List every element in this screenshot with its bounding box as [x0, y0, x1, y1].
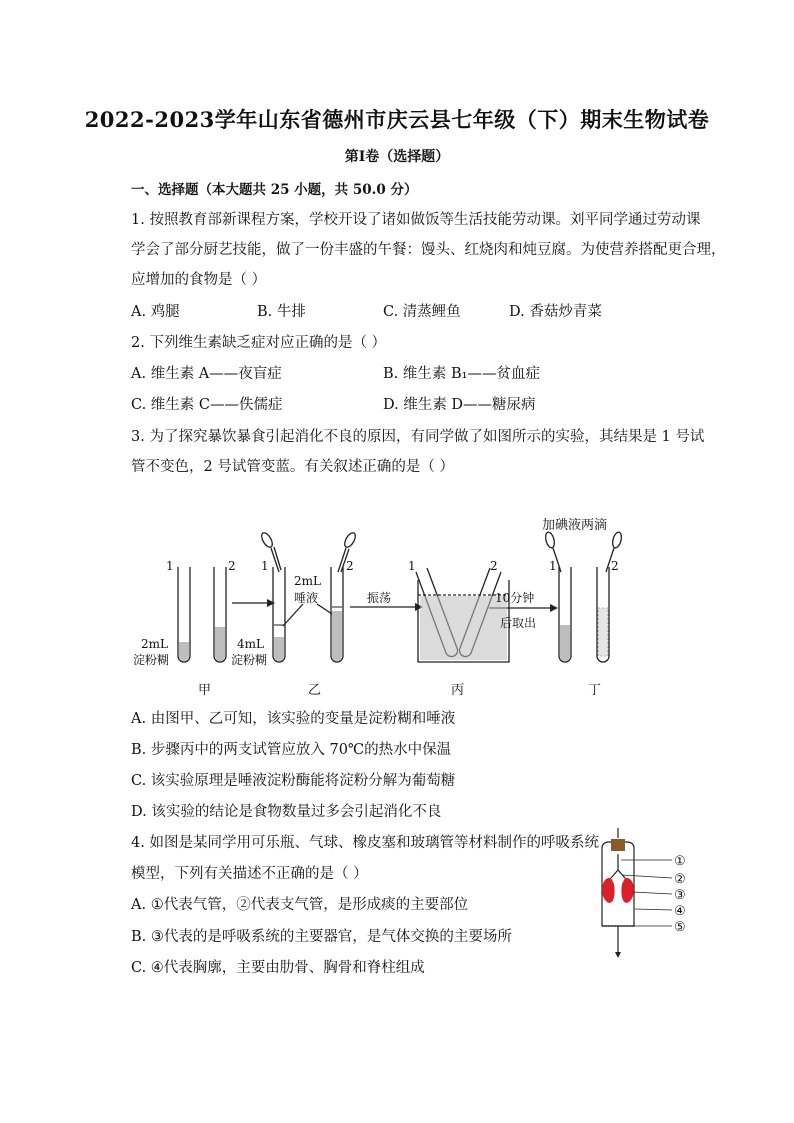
take-out-label: 后取出	[500, 616, 537, 630]
right-balloon-lung	[621, 878, 634, 903]
panel-ding: 丁	[588, 683, 602, 698]
starch-2ml-label: 淀粉糊	[133, 653, 170, 667]
q3-stem-line-2: 管不变色，2 号试管变蓝。有关叙述正确的是（ ）	[131, 459, 454, 475]
jia-tube-1-number: 1	[166, 559, 174, 573]
label-5: ⑤	[674, 920, 686, 935]
starch-4ml-label: 淀粉糊	[231, 653, 268, 667]
q3-option-d: D. 该实验的结论是食物数量过多会引起消化不良	[131, 804, 442, 820]
q3-option-c: C. 该实验原理是唾液淀粉酶能将淀粉分解为葡萄糖	[131, 773, 456, 789]
q2-stem: 2. 下列维生素缺乏症对应正确的是（ ）	[131, 335, 387, 351]
q4-stem-line-2: 模型，下列有关描述不正确的是（ ）	[131, 866, 368, 882]
q4-option-b: B. ③代表的是呼吸系统的主要器官，是气体交换的主要场所	[131, 929, 512, 945]
q3-option-a: A. 由图甲、乙可知，该实验的变量是淀粉糊和唾液	[131, 711, 456, 727]
label-3: ③	[674, 888, 686, 903]
jia-tube-2-number: 2	[228, 559, 236, 573]
iodine-label: 加碘液两滴	[542, 518, 608, 533]
wait-time-label: 10分钟	[495, 591, 535, 605]
q1-stem-line-1: 1. 按照教育部新课程方案，学校开设了诸如做饭等生活技能劳动课。刘平同学通过劳动课	[131, 212, 701, 228]
saliva-label: 唾液	[294, 591, 319, 605]
ding-tube-1-number: 1	[549, 559, 557, 573]
starch-4ml-amount: 4mL	[237, 637, 264, 651]
q4-option-c: C. ④代表胸廓，主要由肋骨、胸骨和脊柱组成	[131, 960, 425, 976]
respiratory-model-figure	[592, 826, 702, 961]
bing-tube-2-number: 2	[490, 559, 498, 573]
section-heading: 一、选择题（本大题共 25 小题，共 50.0 分）	[131, 182, 418, 198]
rubber-stopper	[611, 839, 625, 851]
q2-option-d: D. 维生素 D——糖尿病	[383, 397, 536, 413]
yi-tube-2-number: 2	[346, 559, 354, 573]
panel-yi: 乙	[308, 683, 322, 698]
q1-option-d: D. 香菇炒青菜	[509, 304, 602, 320]
saliva-amount: 2mL	[294, 574, 321, 588]
label-4: ④	[674, 904, 686, 919]
q1-option-b: B. 牛排	[257, 304, 306, 320]
starch-2ml-amount: 2mL	[141, 637, 168, 651]
bing-tube-1-number: 1	[408, 559, 416, 573]
q1-option-c: C. 清蒸鲤鱼	[383, 304, 461, 320]
label-1: ①	[674, 854, 686, 869]
q2-option-b: B. 维生素 B₁——贫血症	[383, 366, 540, 382]
left-balloon-lung	[602, 878, 615, 903]
panel-bing: 丙	[451, 683, 465, 698]
shake-label: 振荡	[367, 591, 392, 605]
yi-tube-1-number: 1	[261, 559, 269, 573]
q1-option-a: A. 鸡腿	[131, 304, 180, 320]
q3-option-b: B. 步骤丙中的两支试管应放入 70℃的热水中保温	[131, 742, 452, 758]
page-title: 2022-2023学年山东省德州市庆云县七年级（下）期末生物试卷	[84, 107, 710, 132]
q2-option-a: A. 维生素 A——夜盲症	[131, 366, 282, 382]
panel-jia: 甲	[198, 683, 212, 698]
q1-stem-line-2: 学会了部分厨艺技能，做了一份丰盛的午餐：馒头、红烧肉和炖豆腐。为使营养搭配更合理，	[131, 242, 726, 258]
ding-tube-2-number: 2	[611, 559, 619, 573]
digestion-experiment-figure	[125, 510, 645, 700]
q2-option-c: C. 维生素 C——佚儒症	[131, 397, 283, 413]
q4-option-a: A. ①代表气管，②代表支气管，是形成痰的主要部位	[131, 897, 469, 913]
part-title: 第Ⅰ卷（选择题）	[344, 149, 450, 165]
q3-stem-line-1: 3. 为了探究暴饮暴食引起消化不良的原因，有同学做了如图所示的实验，其结果是 1 号试	[131, 429, 705, 445]
q4-stem-line-1: 4. 如图是某同学用可乐瓶、气球、橡皮塞和玻璃管等材料制作的呼吸系统	[131, 835, 599, 851]
label-2: ②	[674, 872, 686, 887]
q1-stem-line-3: 应增加的食物是（ ）	[131, 272, 267, 288]
